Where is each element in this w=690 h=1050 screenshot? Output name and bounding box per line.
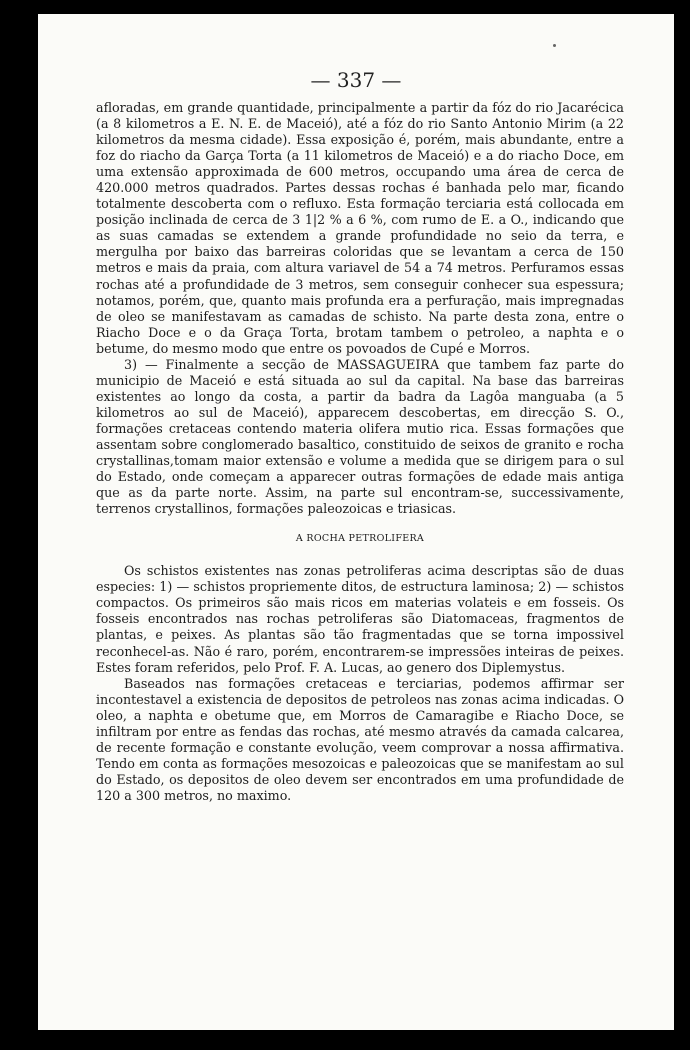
paragraph-massagueira: 3) — Finalmente a secção de MASSAGUEIRA que tambem faz parte do municipio de Maceió e está situada ao sul da capital. Na base das barreiras existentes ao longo da costa, a partir da badra da Lagôa manguaba (a 5 kilometros ao sul de Maceió), apparecem descobertas, em direcção S. O., formações cretaceas contendo materia olifera mutio rica. Essas formações que assentam sobre conglomerado basaltico, constituido de seixos de granito e rocha crystallinas,tomam maior extensão e volume a medida que se dirigem para o sul do Estado, onde começam a apparecer outras formações de edade mais antiga que as da parte norte. Assim, na parte sul encontram-se, successivamente, terrenos crystallinos, formações paleozoicas e triasicas. [96, 356, 624, 517]
speck-mark [553, 44, 556, 47]
paragraph-schistos: Os schistos existentes nas zonas petroliferas acima descriptas são de duas especies: 1) — schistos propriemente ditos, de estructura laminosa; 2) — schistos compactos. Os primeiros são mais ricos em materias volateis e em fosseis. Os fosseis encontrados nas rochas petroliferas são Diatomaceas, fragmentos de plantas, e peixes. As plantas são tão fragmentadas que se torna impossivel reconhecel-as. Não é raro, porém, encontrarem-se impressões inteiras de peixes. Estes foram referidos, pelo Prof. F. A. Lucas, ao genero dos Diplemystus. [96, 563, 624, 675]
page-number: — 337 — [310, 68, 402, 92]
scanned-page [38, 14, 674, 1030]
paragraph-continuation: afloradas, em grande quantidade, principalmente a partir da fóz do rio Jacarécica (a 8 kilometros a E. N. E. de Maceió), até a fóz do rio Santo Antonio Mirim (a 22 kilometros da mesma cidade). Essa exposição é, porém, mais abundante, entre a foz do riacho da Garça Torta (a 11 kilometros de Maceió) e a do riacho Doce, em uma extensão approximada de 600 metros, occupando uma área de cerca de 420.000 metros quadrados. Partes dessas rochas é banhada pelo mar, ficando totalmente descoberta com o refluxo. Esta formação terciaria está collocada em posição inclinada de cerca de 3 1|2 % a 6 %, com rumo de E. a O., indicando que as suas camadas se extendem a grande profundidade no seio da terra, e mergulha por baixo das barreiras coloridas que se levantam a cerca de 150 metros e mais da praia, com altura variavel de 54 a 74 metros. Perfuramos essas rochas até a profundidade de 3 metros, sem conseguir conhecer sua espessura; notamos, porém, que, quanto mais profunda era a perfuração, mais impregnadas de oleo se manifestavam as camadas de schisto. Na parte desta zona, entre o Riacho Doce e o da Graça Torta, brotam tambem o petroleo, a naphta e o betume, do mesmo modo que entre os povoados de Cupé e Morros. [96, 100, 624, 356]
body-text [96, 100, 624, 804]
section-heading: A ROCHA PETROLIFERA [295, 533, 425, 545]
paragraph-conclusion: Baseados nas formações cretaceas e terciarias, podemos affirmar ser incontestavel a existencia de depositos de petroleos nas zonas acima indicadas. O oleo, a naphta e obetume que, em Morros de Camaragibe e Riacho Doce, se infiltram por entre as fendas das rochas, até mesmo através da camada calcarea, de recente formação e constante evolução, veem comprovar a nossa affirmativa. Tendo em conta as formações mesozoicas e paleozoicas que se manifestam ao sul do Estado, os depositos de oleo devem ser encontrados em uma profundidade de 120 a 300 metros, no maximo. [96, 675, 624, 803]
